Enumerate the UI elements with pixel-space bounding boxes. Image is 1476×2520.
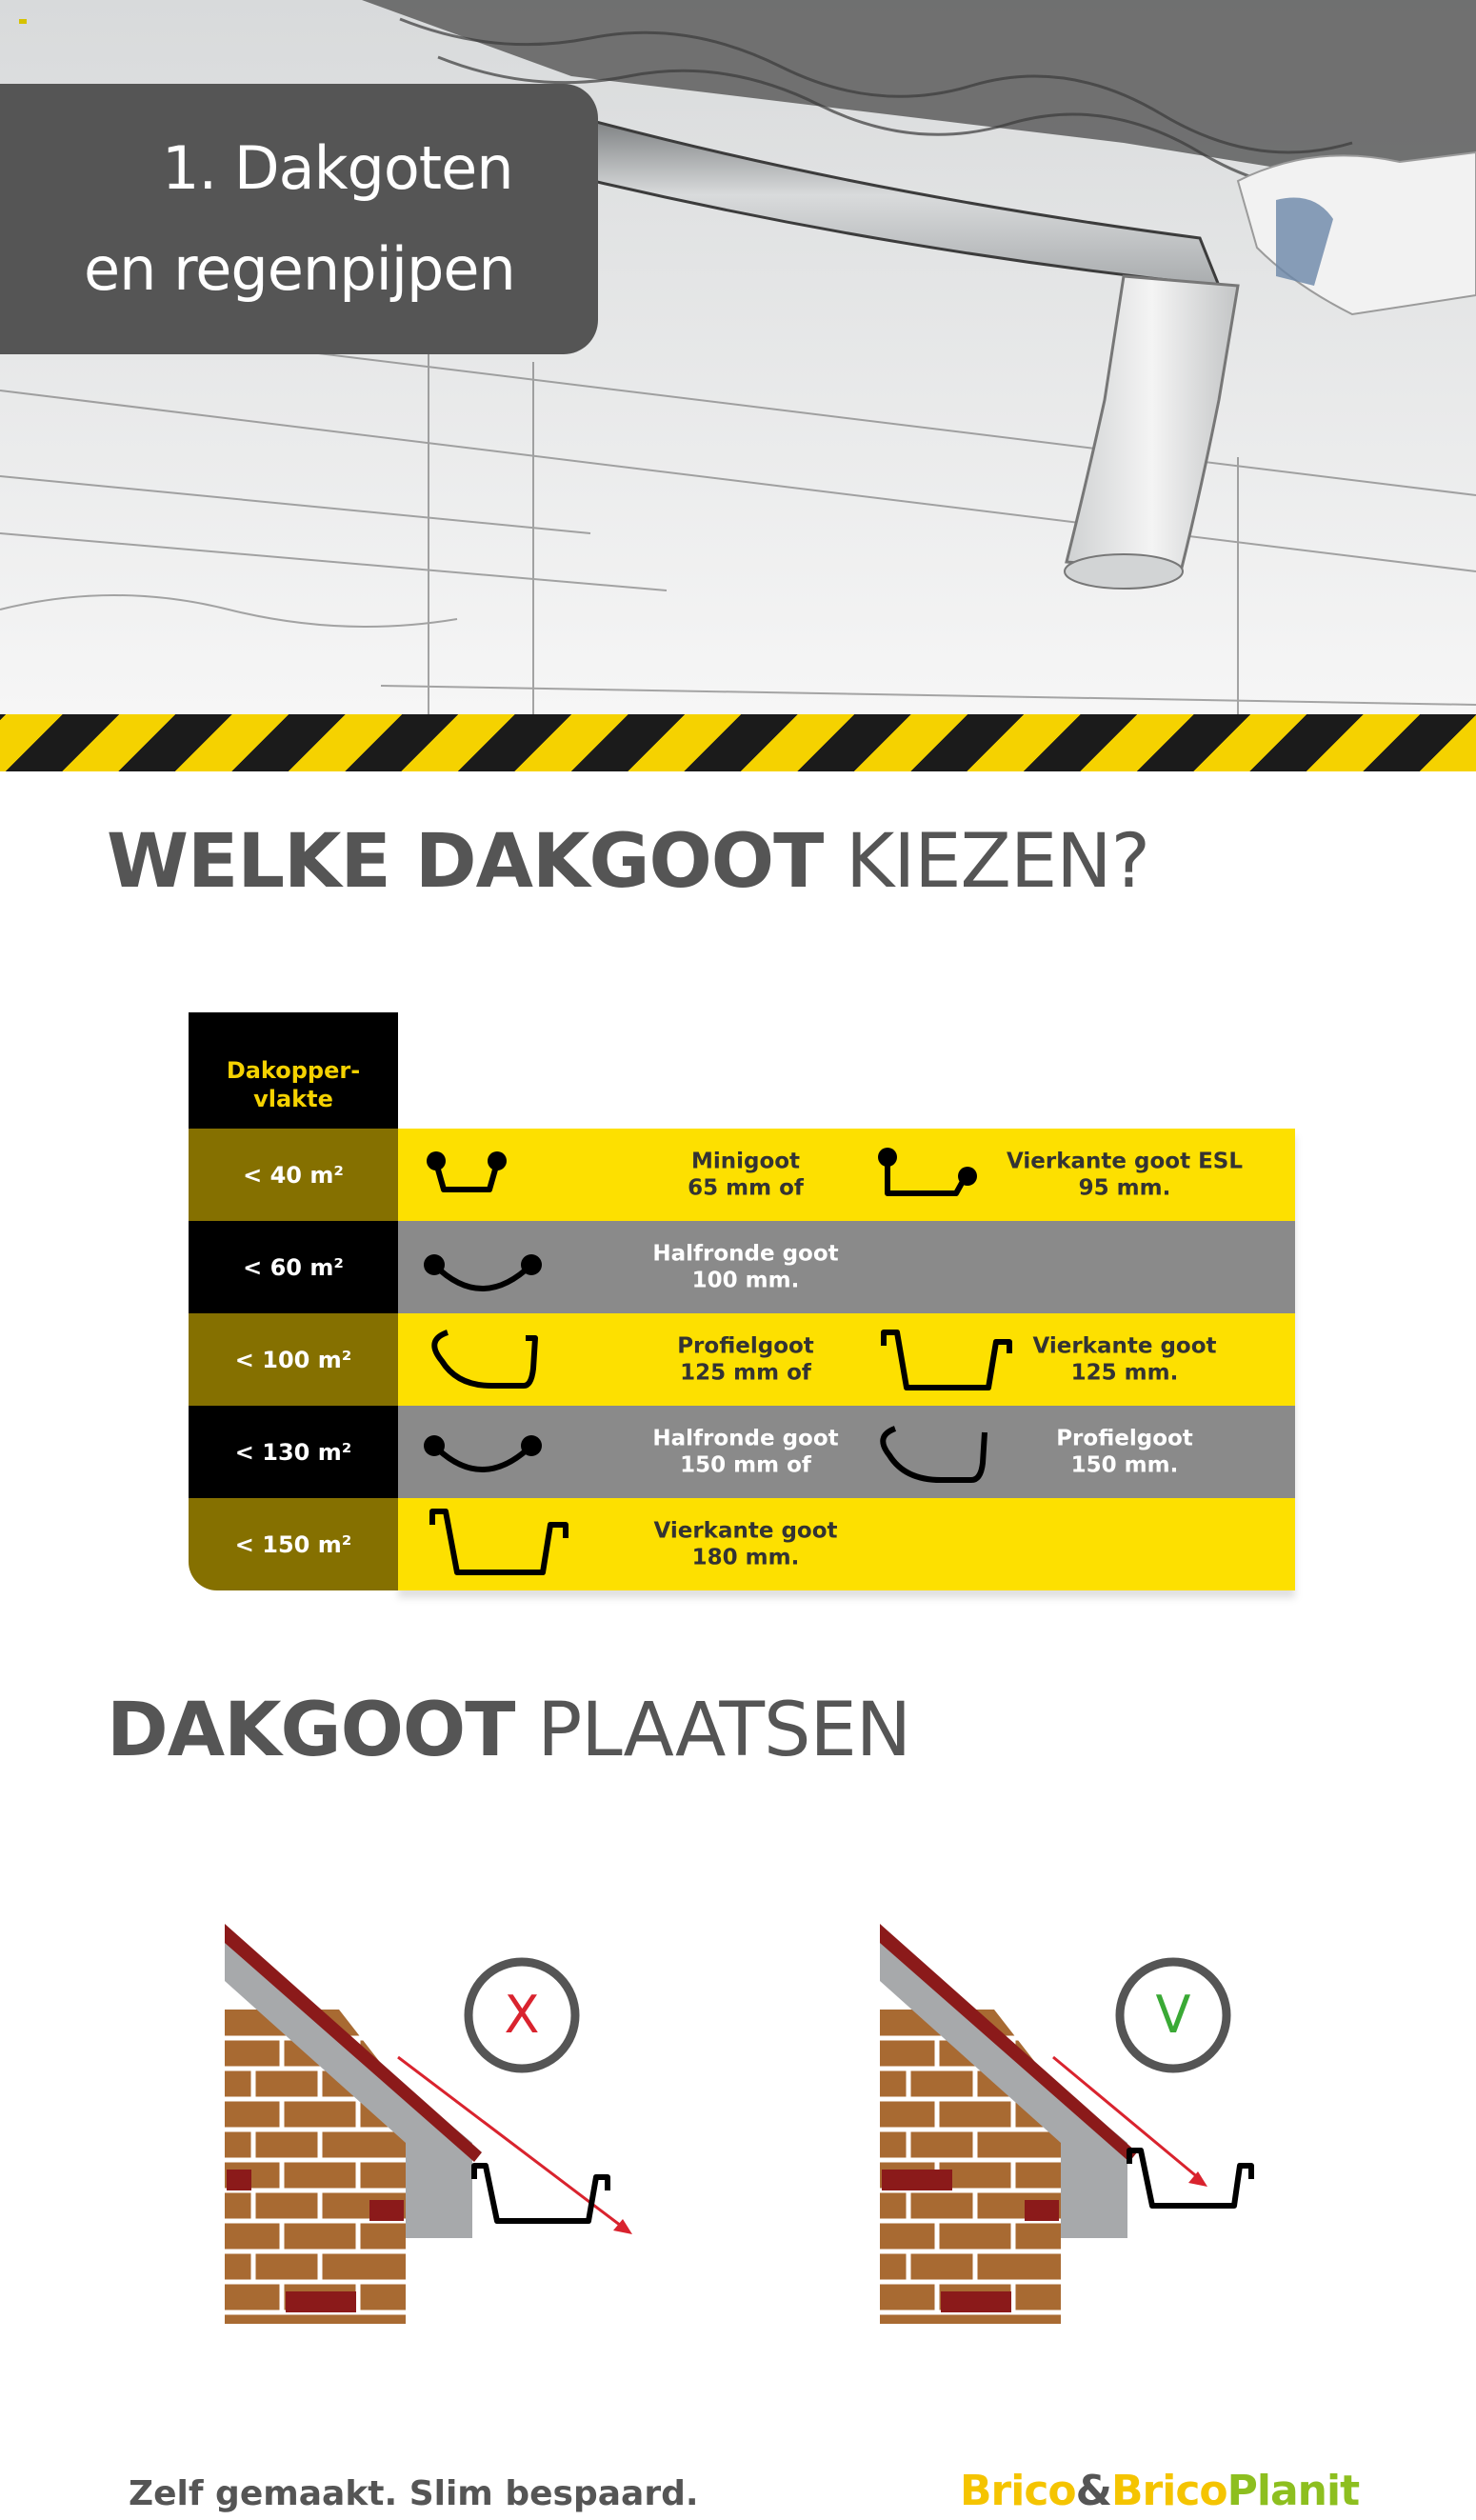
wrong-placement-diagram	[225, 1924, 644, 2324]
page-title-line1: 1. Dakgoten	[162, 133, 513, 203]
heading-light: KIEZEN?	[846, 819, 1150, 905]
table-header-label: Dakopper- vlakte	[226, 1057, 361, 1112]
hazard-stripe	[0, 714, 1476, 771]
gutter-table	[189, 1012, 1295, 1589]
table-row	[189, 1498, 1295, 1590]
table-row	[189, 1129, 1295, 1221]
profielgoot-icon	[415, 1319, 558, 1400]
halfronde-goot-icon	[415, 1411, 558, 1492]
heading-light: PLAATSEN	[537, 1688, 911, 1773]
hero-image	[0, 0, 1476, 714]
roof-area: < 150 m²	[189, 1498, 398, 1590]
gutter-label: Minigoot 65 mm of	[688, 1148, 804, 1201]
roof-area: < 40 m²	[189, 1129, 398, 1221]
gutter-label: Halfronde goot 100 mm.	[652, 1240, 839, 1293]
title-card	[0, 84, 598, 354]
section-heading-place	[107, 1688, 910, 1773]
table-header	[189, 1012, 398, 1129]
gutter-label: Vierkante goot 125 mm.	[1032, 1332, 1217, 1386]
right-placement-diagram	[880, 1924, 1299, 2324]
gutter-label: Halfronde goot 150 mm of	[652, 1425, 839, 1478]
gutter-label: Profielgoot 150 mm.	[1056, 1425, 1193, 1478]
roof-area: < 60 m²	[189, 1221, 398, 1313]
gutter-label: Profielgoot 125 mm of	[677, 1332, 814, 1386]
roof-area: < 130 m²	[189, 1406, 398, 1498]
section-heading-choose	[107, 819, 1149, 905]
gutter-label: Vierkante goot ESL 95 mm.	[1006, 1148, 1243, 1201]
roof-area: < 100 m²	[189, 1313, 398, 1406]
table-row	[189, 1406, 1295, 1498]
minigoot-icon	[415, 1134, 520, 1215]
halfronde-goot-icon	[415, 1227, 558, 1308]
brand-logo: Brico&BricoPlanit	[960, 2467, 1360, 2515]
vierkante-goot-esl-icon	[865, 1134, 988, 1215]
heading-bold: DAKGOOT	[107, 1688, 515, 1773]
vierkante-goot-icon	[415, 1504, 587, 1585]
table-row	[189, 1221, 1295, 1313]
right-mark: V	[1155, 1985, 1191, 2045]
slogan: Zelf gemaakt. Slim bespaard.	[129, 2474, 699, 2513]
corner-mark	[19, 19, 27, 24]
gutter-label: Vierkante goot 180 mm.	[653, 1517, 838, 1570]
heading-bold: WELKE DAKGOOT	[107, 819, 824, 905]
wrong-mark: X	[504, 1985, 540, 2045]
table-row	[189, 1313, 1295, 1406]
page-title-line2: en regenpijpen	[84, 234, 515, 304]
